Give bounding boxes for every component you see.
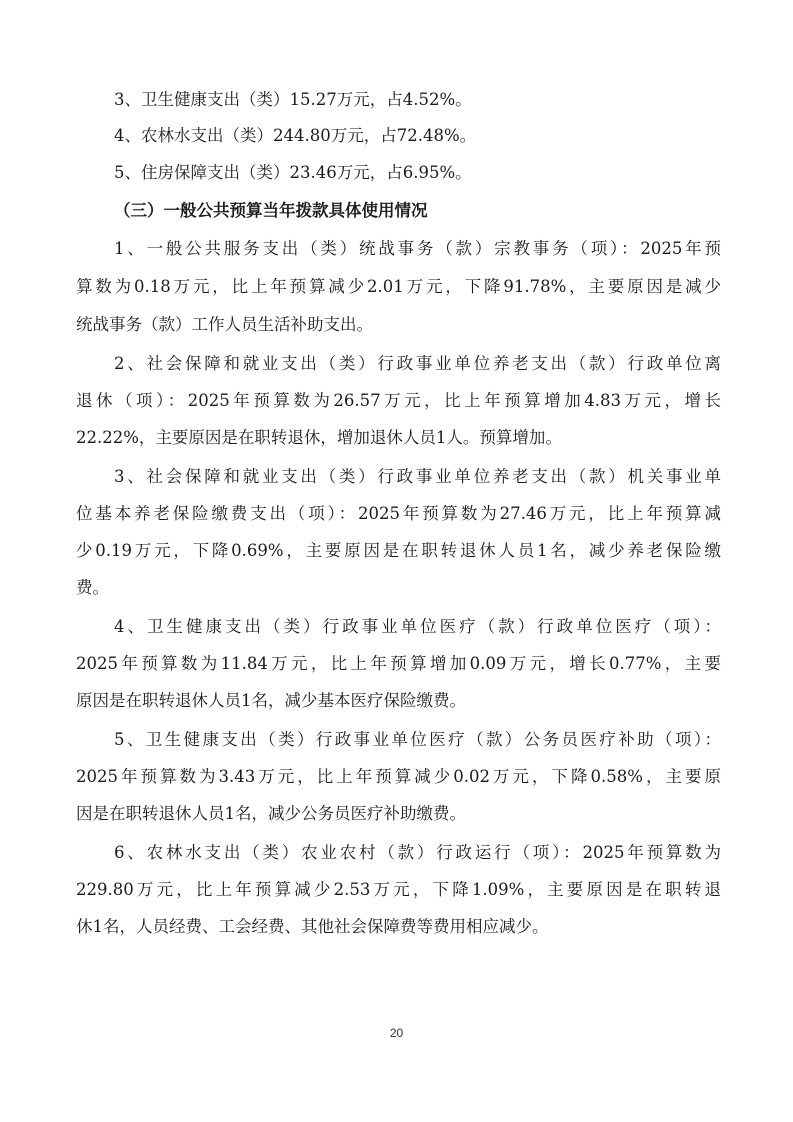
- paragraph-1-line-1: 1、一般公共服务支出（类）统战事务（款）宗教事务（项）：2025年预: [114, 239, 721, 258]
- paragraph-3-line-4: 费。: [76, 578, 109, 597]
- paragraph-3-line-3: 少0.19万元，下降0.69%，主要原因是在职转退休人员1名，减少养老保险缴: [76, 541, 721, 560]
- summary-line-health: 3、卫生健康支出（类）15.27万元，占4.52%。: [114, 90, 472, 109]
- paragraph-2-line-1: 2、社会保障和就业支出（类）行政事业单位养老支出（款）行政单位离: [114, 354, 721, 373]
- summary-line-agriculture: 4、农林水支出（类）244.80万元，占72.48%。: [114, 126, 477, 145]
- paragraph-6-line-1: 6、农林水支出（类）农业农村（款）行政运行（项）：2025年预算数为: [114, 843, 721, 862]
- section-heading: （三）一般公共预算当年拨款具体使用情况: [114, 201, 428, 220]
- paragraph-6-line-3: 休1名，人员经费、工会经费、其他社会保障费等费用相应减少。: [76, 917, 549, 936]
- paragraph-2-line-3: 22.22%，主要原因是在职转退休，增加退休人员1人。预算增加。: [76, 428, 562, 447]
- paragraph-3-line-2: 位基本养老保险缴费支出（项）：2025年预算数为27.46万元，比上年预算减: [76, 504, 721, 523]
- paragraph-1-line-2: 算数为0.18万元，比上年预算减少2.01万元，下降91.78%，主要原因是减少: [76, 277, 721, 296]
- paragraph-6-line-2: 229.80万元，比上年预算减少2.53万元，下降1.09%，主要原因是在职转退: [76, 880, 721, 899]
- paragraph-2-line-2: 退休（项）：2025年预算数为26.57万元，比上年预算增加4.83万元，增长: [76, 391, 721, 410]
- paragraph-5-line-1: 5、卫生健康支出（类）行政事业单位医疗（款）公务员医疗补助（项）：: [114, 730, 721, 749]
- summary-line-housing: 5、住房保障支出（类）23.46万元，占6.95%。: [114, 163, 472, 182]
- paragraph-3-line-1: 3、社会保障和就业支出（类）行政事业单位养老支出（款）机关事业单: [114, 467, 721, 486]
- page-number: 20: [389, 1026, 404, 1040]
- paragraph-5-line-2: 2025年预算数为3.43万元，比上年预算减少0.02万元，下降0.58%，主要原: [76, 767, 721, 786]
- paragraph-4-line-2: 2025年预算数为11.84万元，比上年预算增加0.09万元，增长0.77%，主要: [76, 654, 721, 673]
- paragraph-4-line-3: 原因是在职转退休人员1名，减少基本医疗保险缴费。: [76, 691, 466, 710]
- paragraph-4-line-1: 4、卫生健康支出（类）行政事业单位医疗（款）行政单位医疗（项）：: [114, 617, 721, 636]
- paragraph-5-line-3: 因是在职转退休人员1名，减少公务员医疗补助缴费。: [76, 804, 466, 823]
- paragraph-1-line-3: 统战事务（款）工作人员生活补助支出。: [76, 315, 373, 334]
